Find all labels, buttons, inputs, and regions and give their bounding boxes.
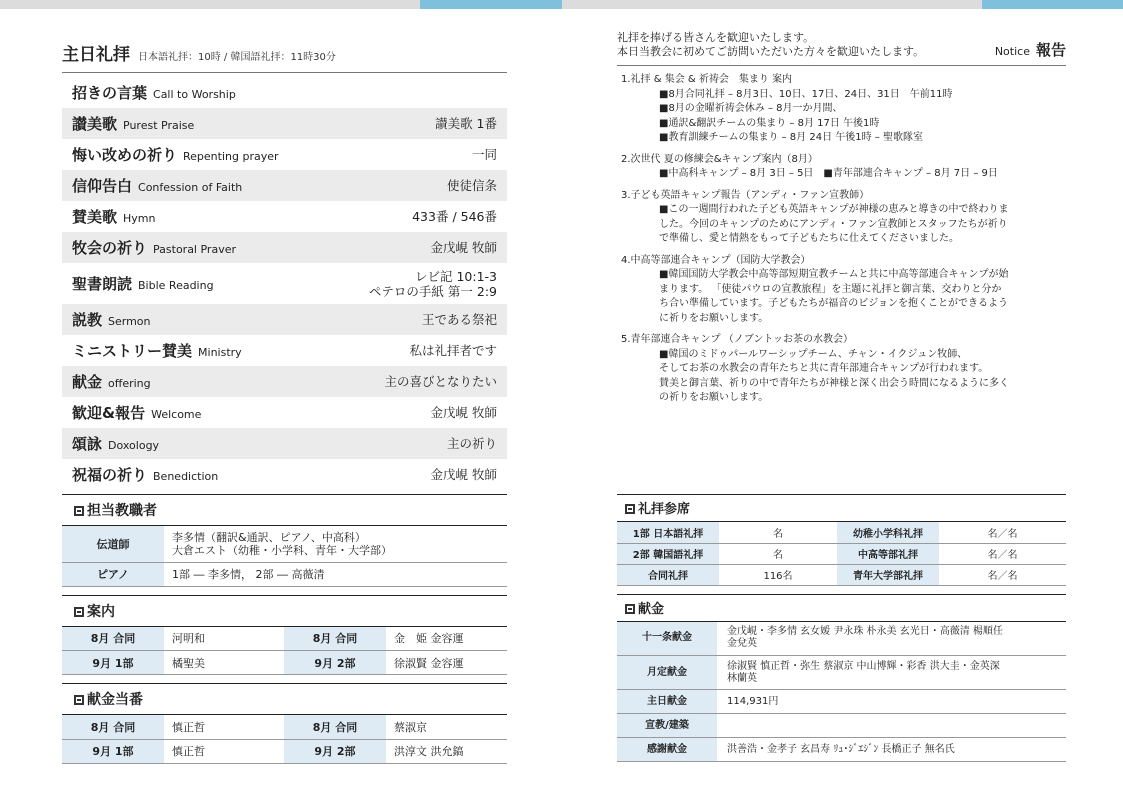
attendance-label: 2部 韓国語礼拝 — [617, 543, 719, 564]
order-item-en: Ministry — [198, 346, 242, 359]
order-item-value-line: 金戊峴 牧師 — [430, 240, 497, 255]
table-row — [617, 564, 1066, 585]
duty-name: 洪淳文 洪允鎬 — [386, 739, 507, 763]
notice-item-line: で準備し、愛と情熱をもって子どもたちに仕えてくださいました。 — [659, 233, 959, 244]
offering-names — [717, 622, 1066, 656]
order-item — [62, 459, 507, 490]
notice-item — [617, 333, 1066, 406]
order-item-value — [431, 405, 497, 420]
order-item-jp: 祝福の祈り — [72, 466, 148, 484]
notice-item-line: ■中高科キャンプ – 8月 3日 – 5日 ■青年部連合キャンプ – 8月 7日 – 9日 — [659, 168, 998, 179]
order-item-en: Benediction — [153, 470, 219, 483]
notice-item — [617, 73, 1066, 146]
duty-name: 慎正哲 — [164, 715, 284, 739]
attendance-block — [617, 494, 1066, 762]
order-item-jp: 信仰告白 — [72, 177, 133, 195]
order-item-value-line: 王である祭祀 — [421, 312, 497, 327]
notice-item-heading: 2.次世代 夏の修練会&キャンプ案内（8月） — [621, 153, 818, 165]
order-item-value-line: 一同 — [471, 147, 497, 162]
order-item — [62, 428, 507, 459]
attendance-value: 名／名 — [939, 543, 1066, 564]
order-item-value-line: 433番 / 546番 — [412, 209, 497, 224]
order-item-value-line: 讃美歌 1番 — [435, 116, 497, 131]
guide-name: 金 姫 金容運 — [386, 627, 507, 651]
top-bar-left-blue — [420, 0, 562, 9]
notice-label-jp: 報告 — [1035, 41, 1066, 59]
order-item-value — [435, 116, 497, 131]
duty-month: 8月 合同 — [284, 715, 386, 739]
notice-item — [617, 153, 1066, 182]
order-item-title — [72, 433, 159, 454]
offering-duty-section-title — [62, 683, 507, 715]
offering-duty-table — [62, 715, 507, 764]
staff-section-title — [62, 494, 507, 526]
guide-title-text: 案内 — [87, 603, 115, 620]
order-item — [62, 366, 507, 397]
order-item-title — [72, 237, 236, 258]
guide-table — [62, 627, 507, 676]
attendance-label: 青年大学部礼拝 — [837, 564, 939, 585]
order-item-jp: 説教 — [72, 311, 103, 329]
staff-label: ピアノ — [62, 562, 164, 586]
duty-name: 蔡淑京 — [386, 715, 507, 739]
notice-item-line: の祈りをお願いします。 — [659, 392, 769, 403]
order-item-title — [72, 206, 155, 227]
notice-item-line: ■韓国のミドゥパールワーシップチーム、チャン・イクジュン牧師、 — [659, 348, 968, 360]
order-item — [62, 397, 507, 428]
notice-item-line: 賛美と御言葉、祈りの中で青年たちが神様と深く出会う時間になるように多く — [659, 377, 1009, 389]
order-item-en: Pastoral Praver — [153, 243, 236, 256]
order-item-value — [447, 178, 497, 193]
guide-name: 徐淑賢 金容運 — [386, 651, 507, 675]
order-item — [62, 304, 507, 335]
attendance-value: 名 — [719, 522, 837, 543]
offerings-title-text: 献金 — [638, 601, 665, 617]
offering-names — [717, 656, 1066, 690]
notice-items — [617, 73, 1066, 406]
table-row — [62, 526, 507, 562]
order-item-value — [369, 269, 497, 299]
order-item — [62, 335, 507, 366]
worship-title: 主日礼拝 — [62, 45, 130, 65]
order-item-jp: 賛美歌 — [72, 208, 118, 226]
right-page — [617, 31, 1066, 755]
order-item-en: Hymn — [123, 212, 156, 225]
order-item-en: offering — [108, 377, 151, 390]
table-row — [617, 522, 1066, 543]
offering-label: 主日献金 — [617, 690, 717, 714]
notice-item-line: した。今回のキャンプのためにアンディ・ファン宣教師とスタッフたちが祈り — [659, 218, 1008, 230]
attendance-value: 名／名 — [939, 564, 1066, 585]
worship-header — [62, 40, 507, 73]
welcome-line: 礼拝を捧げる皆さんを歓迎いたします。 — [617, 31, 815, 44]
offering-line: 金戊峴・李多情 玄女嫒 尹永珠 朴永美 玄光日・高薇清 楊順任 — [727, 626, 1003, 638]
notice-item — [617, 189, 1066, 247]
notice-item-line: ■この一週間行われた子ども英語キャンプが神様の恵みと導きの中で終わりま — [659, 204, 1009, 215]
guide-section-title — [62, 595, 507, 627]
staff-line: 李多情（翻訳&通訳、ピアノ、中高科） — [172, 530, 366, 544]
notice-item-line: そしてお茶の水教会の青年たちと共に青年部連合キャンプが行われます。 — [659, 363, 989, 374]
order-item-en: Doxology — [108, 439, 160, 452]
order-item-title — [72, 309, 151, 330]
table-row — [617, 622, 1066, 656]
order-item-value-line: 金戊峴 牧師 — [430, 467, 497, 482]
order-item-value — [431, 467, 497, 482]
welcome-line: 本日当教会に初めてご訪問いただいた方々を歓迎いたします。 — [617, 45, 925, 58]
duty-month: 9月 1部 — [62, 739, 164, 763]
order-item-title — [72, 144, 279, 165]
table-row — [617, 543, 1066, 564]
order-item-en: Bible Reading — [138, 279, 214, 292]
table-row — [617, 738, 1066, 762]
order-of-service — [62, 77, 507, 490]
order-item — [62, 232, 507, 263]
table-row — [62, 627, 507, 651]
top-bar-left-gray — [0, 0, 420, 9]
attendance-value: 116名 — [719, 564, 837, 585]
notice-label — [995, 43, 1066, 59]
table-row — [617, 656, 1066, 690]
square-icon — [74, 695, 84, 705]
notice-item-heading: 4.中高等部連合キャンプ（国防大学教会） — [621, 254, 811, 266]
notice-header — [617, 31, 1066, 66]
notice-item-heading: 1.礼拝 & 集会 & 祈祷会 集まり 案内 — [621, 74, 793, 85]
order-item-value-line: ペテロの手紙 第一 2:9 — [368, 283, 497, 299]
order-item-title — [72, 273, 214, 294]
attendance-value: 名／名 — [939, 522, 1066, 543]
order-item-jp: 頌詠 — [72, 435, 103, 453]
attendance-title-text: 礼拝参席 — [638, 502, 691, 517]
staff-line: 1部 ― 李多情， 2部 ― 高薇清 — [164, 562, 507, 586]
order-item-value — [409, 343, 497, 358]
attendance-label: 合同礼拝 — [617, 564, 719, 585]
table-row — [617, 690, 1066, 714]
guide-month: 8月 合同 — [62, 627, 164, 651]
order-item-title — [72, 371, 151, 392]
order-item-value-line: 使徒信条 — [446, 178, 497, 193]
notice-item-heading: 5.青年部連合キャンプ （ノブントッお茶の水教会） — [621, 334, 854, 345]
square-icon — [625, 604, 635, 614]
order-item-jp: 聖書朗読 — [72, 275, 133, 293]
order-item-jp: 牧会の祈り — [72, 239, 148, 257]
guide-month: 9月 2部 — [284, 651, 386, 675]
attendance-table — [617, 522, 1066, 586]
offerings-table — [617, 622, 1066, 763]
order-item — [62, 108, 507, 139]
notice-item-line: ■8月合同礼拝 – 8月3日、10日、17日、24日、31日 午前11時 — [659, 88, 953, 100]
attendance-value: 名 — [719, 543, 837, 564]
order-item-title — [72, 82, 236, 103]
offerings-section-title — [617, 594, 1066, 622]
top-bar-right-gray — [562, 0, 982, 9]
attendance-label: 幼稚小学科礼拝 — [837, 522, 939, 543]
order-item-title — [72, 113, 194, 134]
offering-line: 林蘭英 — [727, 672, 757, 684]
order-item-value — [422, 312, 497, 327]
worship-subtitle: 日本語礼拝：10時 / 韓国語礼拝：11時30分 — [138, 52, 336, 63]
table-row — [62, 562, 507, 586]
offering-line: 金兌英 — [727, 638, 757, 650]
offering-line: 洪善浩・金孝子 玄昌寿 ﾘｭ･ｼﾞｴｼﾞﾝ 長橋正子 無名氏 — [727, 743, 955, 755]
attendance-label: 中高等部礼拝 — [837, 543, 939, 564]
offering-label: 感謝献金 — [617, 738, 717, 762]
guide-month: 8月 合同 — [284, 627, 386, 651]
order-item-title — [72, 464, 218, 485]
notice-item-heading: 3.子ども英語キャンプ報告（アンディ・ファン宣教師） — [621, 189, 870, 201]
order-item-value — [384, 374, 497, 389]
square-icon — [74, 506, 84, 516]
square-icon — [625, 504, 635, 514]
order-item-en: Purest Praise — [123, 119, 195, 132]
table-row — [62, 651, 507, 675]
left-page — [62, 40, 507, 764]
offering-label: 宣教/建築 — [617, 714, 717, 738]
order-item-value-line: 私は礼拝者です — [409, 343, 497, 358]
order-item-value-line: レビ記 10:1-3 — [414, 268, 497, 284]
order-item-value — [412, 209, 497, 224]
offering-line: 徐淑賢 慎正哲・弥生 蔡淑京 中山博輝・彩香 洪大圭・金英深 — [727, 660, 1000, 672]
offering-label: 十一条献金 — [617, 622, 717, 656]
order-item-jp: 悔い改めの祈り — [72, 146, 178, 164]
offering-names — [717, 714, 1066, 738]
offering-names — [717, 690, 1066, 714]
offering-duty-title-text: 献金当番 — [87, 692, 143, 708]
attendance-label: 1部 日本語礼拝 — [617, 522, 719, 543]
order-item-en: Confession of Faith — [138, 181, 243, 194]
table-row — [62, 715, 507, 739]
duty-month: 9月 2部 — [284, 739, 386, 763]
attendance-section-title — [617, 494, 1066, 522]
top-bar-right-blue — [982, 0, 1123, 9]
notice-item — [617, 254, 1066, 327]
table-row — [62, 739, 507, 763]
order-item-value-line: 金戊峴 牧師 — [430, 405, 497, 420]
notice-item-line: ち合い準備しています。子どもたちが福音のビジョンを抱くことができるよう — [659, 298, 1008, 309]
order-item-value — [472, 147, 497, 162]
offering-label: 月定献金 — [617, 656, 717, 690]
order-item-title — [72, 402, 201, 423]
guide-month: 9月 1部 — [62, 651, 164, 675]
offering-names — [717, 738, 1066, 762]
order-item-jp: 讃美歌 — [72, 115, 118, 133]
order-item — [62, 201, 507, 232]
notice-item-line: に祈りをお願いします。 — [659, 312, 769, 324]
order-item-jp: ミニストリー賛美 — [72, 342, 193, 360]
order-item-jp: 献金 — [72, 373, 103, 391]
order-item-title — [72, 340, 242, 361]
guide-name: 河明和 — [164, 627, 284, 651]
notice-item-line: ■8月の金曜祈祷会休み – 8月一か月間、 — [659, 103, 843, 114]
staff-line: 大倉エスト（幼稚・小学科、青年・大学部） — [172, 543, 392, 557]
staff-table — [62, 526, 507, 587]
order-item-jp: 歓迎&報告 — [72, 404, 146, 422]
order-item — [62, 263, 507, 304]
order-item-value — [431, 240, 497, 255]
order-item-jp: 招きの言葉 — [72, 84, 148, 102]
staff-label: 伝道師 — [62, 526, 164, 562]
notice-item-line: ■通訳&翻訳チームの集まり – 8月 17日 午後1時 — [659, 117, 880, 129]
order-item-value-line: 主の喜びとなりたい — [384, 374, 497, 389]
order-item-title — [72, 175, 242, 196]
square-icon — [74, 607, 84, 617]
order-item — [62, 170, 507, 201]
notice-item-line: まります。 「使徒パウロの宣教旅程」を主題に礼拝と御言葉、交わりと分か — [659, 283, 1002, 295]
order-item-value-line: 主の祈り — [446, 436, 497, 451]
order-item-en: Welcome — [151, 408, 202, 421]
order-item-value — [447, 436, 497, 451]
table-row — [617, 714, 1066, 738]
order-item-en: Call to Worship — [153, 88, 236, 101]
order-item — [62, 139, 507, 170]
guide-name: 橘聖美 — [164, 651, 284, 675]
notice-item-line: ■韓国国防大学教会中高等部短期宣教チームと共に中高等部連合キャンプが始 — [659, 269, 1009, 280]
notice-label-en: Notice — [994, 45, 1030, 58]
staff-title-text: 担当教職者 — [87, 503, 157, 519]
duty-month: 8月 合同 — [62, 715, 164, 739]
order-item-en: Repenting prayer — [183, 150, 279, 163]
order-item-en: Sermon — [108, 315, 151, 328]
duty-name: 慎正哲 — [164, 739, 284, 763]
order-item — [62, 77, 507, 108]
notice-item-line: ■教育訓練チームの集まり – 8月 24日 午後1時 – 聖歌隊室 — [659, 132, 923, 143]
offering-line: 114,931円 — [727, 695, 779, 707]
